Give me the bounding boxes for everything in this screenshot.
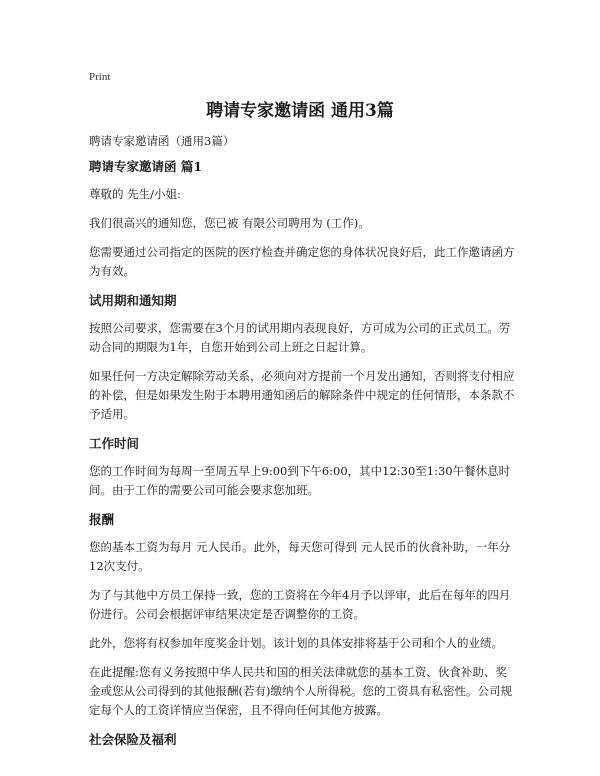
paragraph-medical-check: 您需要通过公司指定的医院的医疗检查并确定您的身体状况良好后，此工作邀请函方为有效。 (89, 245, 515, 278)
paragraph-hire-notice: 我们很高兴的通知您，您已被 有限公司聘用为 (工作)。 (89, 216, 370, 230)
document-body (89, 132, 517, 758)
paragraph-base-salary: 您的基本工资为每月 元人民币。此外，每天您可得到 元人民币的伙食补助，一年分12次支付。 (89, 540, 511, 573)
paragraph-tax-reminder: 在此提醒:您有义务按照中华人民共和国的相关法律就您的基本工资、伙食补助、奖金或您从公司得到的其他报酬(若有)缴纳个人所得税。您的工资具有私密性。公司规定每个人的工资详情应当保密，且不得向任何其他方披露。 (89, 665, 512, 717)
paragraph-bonus: 此外，您将有权参加年度奖金计划。该计划的具体安排将基于公司和个人的业绩。 (89, 636, 503, 650)
greeting: 尊敬的 先生/小姐: (89, 187, 181, 201)
heading-pay: 报酬 (89, 512, 115, 527)
section-heading-1: 聘请专家邀请函 篇1 (89, 159, 203, 174)
heading-work-time: 工作时间 (89, 436, 140, 451)
paragraph-work-time: 您的工作时间为每周一至周五早上9:00到下午6:00，其中12:30至1:30午餐休息时间。由于工作的需要公司可能会要求您加班。 (89, 464, 511, 497)
heading-probation: 试用期和通知期 (89, 293, 177, 308)
heading-social-insurance: 社会保险及福利 (89, 732, 177, 747)
document-title: 聘请专家邀请函 通用3篇 (206, 101, 394, 121)
paragraph-probation: 按照公司要求，您需要在3个月的试用期内表现良好，方可成为公司的正式员工。劳动合同的期限为1年，自您开始到公司上班之日起计算。 (89, 321, 511, 354)
print-label: Print (89, 71, 111, 83)
paragraph-salary-review: 为了与其他中方员工保持一致，您的工资将在今年4月予以评审，此后在每年的四月份进行。公司会根据评审结果决定是否调整你的工资。 (89, 588, 511, 621)
document-subtitle: 聘请专家邀请函（通用3篇） (89, 134, 235, 148)
paragraph-termination: 如果任何一方决定解除劳动关系，必须向对方提前一个月发出通知，否则将支付相应的补偿，但是如果发生附于本聘用通知函后的解除条件中规定的任何情形，本条款不予适用。 (89, 369, 515, 421)
